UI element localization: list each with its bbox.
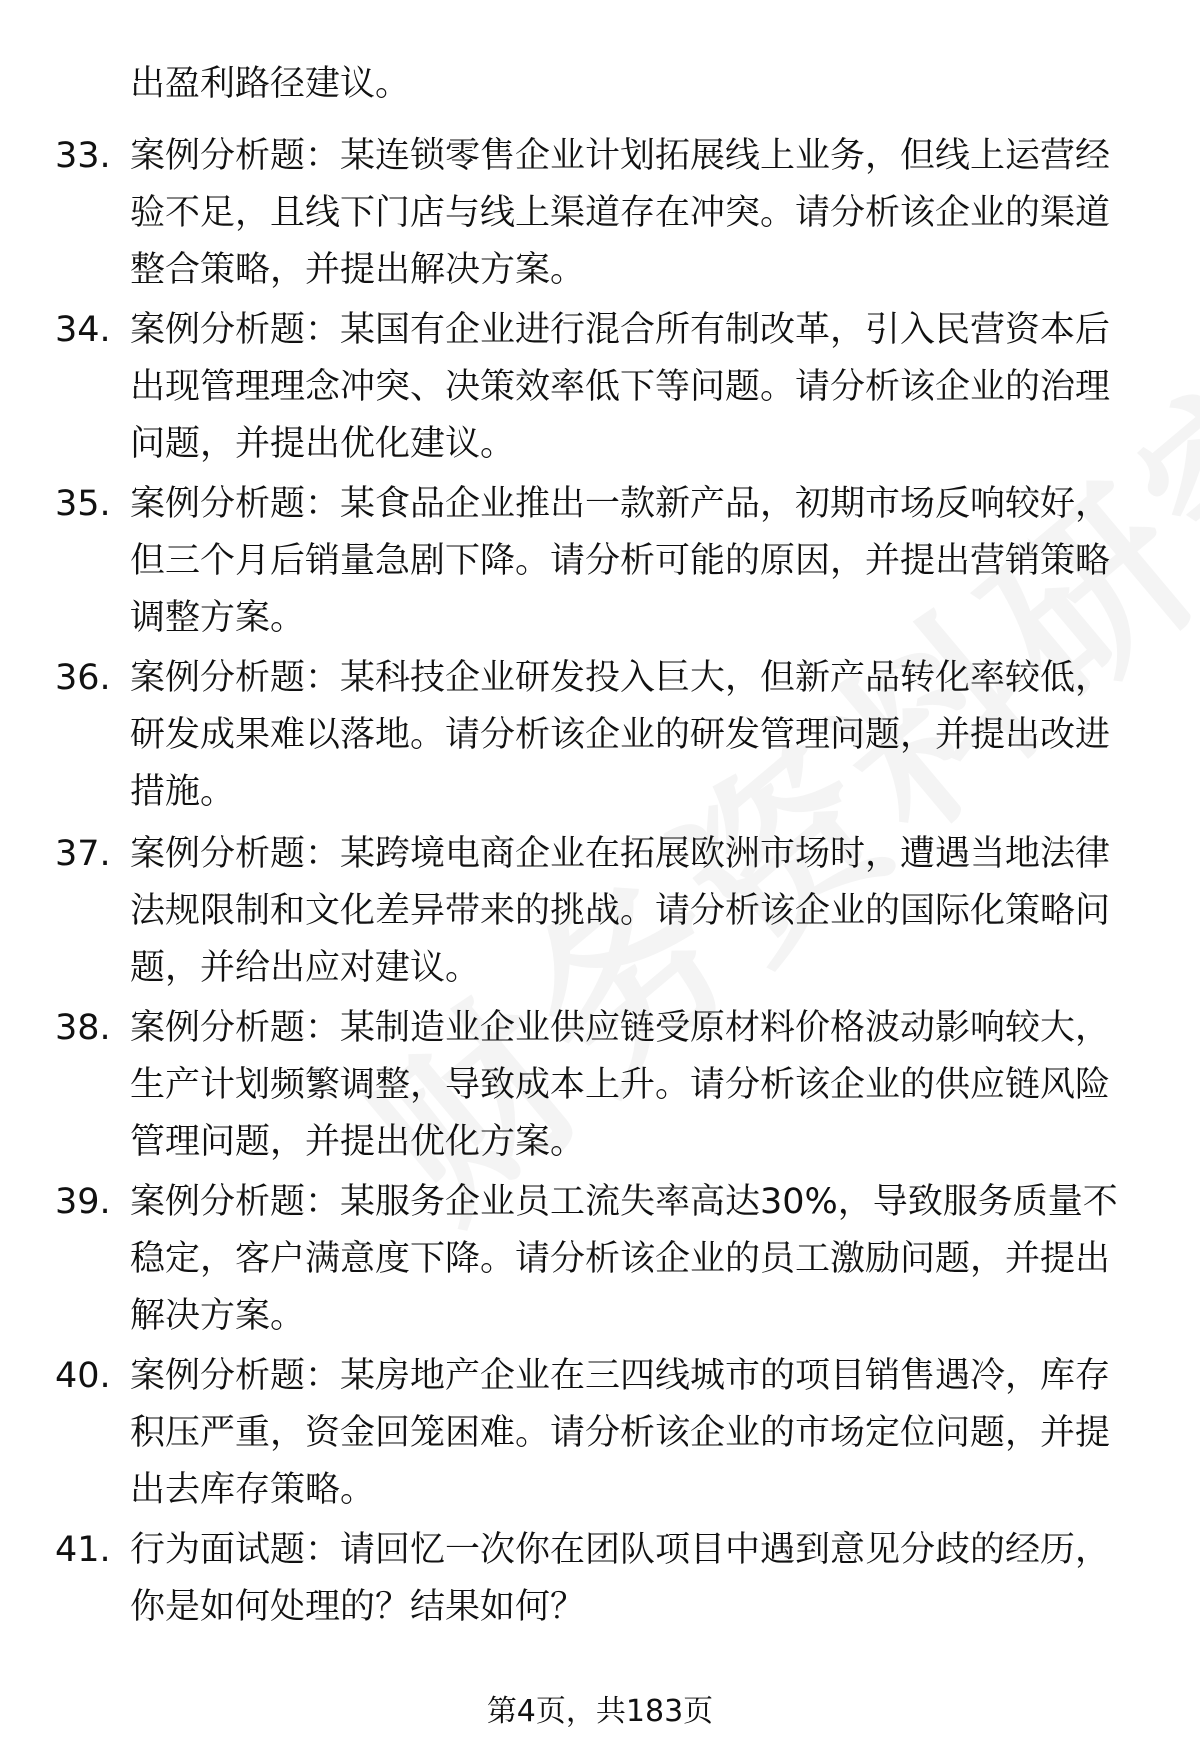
question-number: 35. [55, 484, 111, 524]
page-footer: 第4页，共183页 [486, 1694, 714, 1729]
continuation-text: 出盈利路径建议。 [130, 64, 411, 104]
question-text: 行为面试题：请回忆一次你在团队项目中遇到意见分歧的经历，你是如何处理的？结果如何？ [130, 1530, 1111, 1627]
question-number: 39. [55, 1182, 111, 1222]
question-text: 案例分析题：某制造业企业供应链受原材料价格波动影响较大，生产计划频繁调整，导致成本上升。请分析该企业的供应链风险管理问题，并提出优化方案。 [130, 1008, 1111, 1162]
question-text: 案例分析题：某食品企业推出一款新产品，初期市场反响较好，但三个月后销量急剧下降。请分析可能的原因，并提出营销策略调整方案。 [130, 484, 1111, 638]
question-text: 案例分析题：某房地产企业在三四线城市的项目销售遇冷，库存积压严重，资金回笼困难。请分析该企业的市场定位问题，并提出去库存策略。 [130, 1356, 1111, 1510]
question-number: 38. [55, 1008, 111, 1048]
question-text: 案例分析题：某跨境电商企业在拓展欧洲市场时，遭遇当地法律法规限制和文化差异带来的挑战。请分析该企业的国际化策略问题，并给出应对建议。 [130, 834, 1111, 988]
question-number: 36. [55, 658, 111, 698]
question-number: 40. [55, 1356, 111, 1396]
question-number: 34. [55, 310, 111, 350]
question-text: 案例分析题：某连锁零售企业计划拓展线上业务，但线上运营经验不足，且线下门店与线上渠道存在冲突。请分析该企业的渠道整合策略，并提出解决方案。 [130, 136, 1111, 290]
question-text: 案例分析题：某科技企业研发投入巨大，但新产品转化率较低，研发成果难以落地。请分析该企业的研发管理问题，并提出改进措施。 [130, 658, 1111, 812]
question-number: 41. [55, 1530, 111, 1570]
question-number: 33. [55, 136, 111, 176]
question-text: 案例分析题：某国有企业进行混合所有制改革，引入民营资本后出现管理理念冲突、决策效率低下等问题。请分析该企业的治理问题，并提出优化建议。 [130, 310, 1111, 464]
question-number: 37. [55, 834, 111, 874]
question-text: 案例分析题：某服务企业员工流失率高达30%，导致服务质量不稳定，客户满意度下降。请分析该企业的员工激励问题，并提出解决方案。 [130, 1182, 1118, 1336]
